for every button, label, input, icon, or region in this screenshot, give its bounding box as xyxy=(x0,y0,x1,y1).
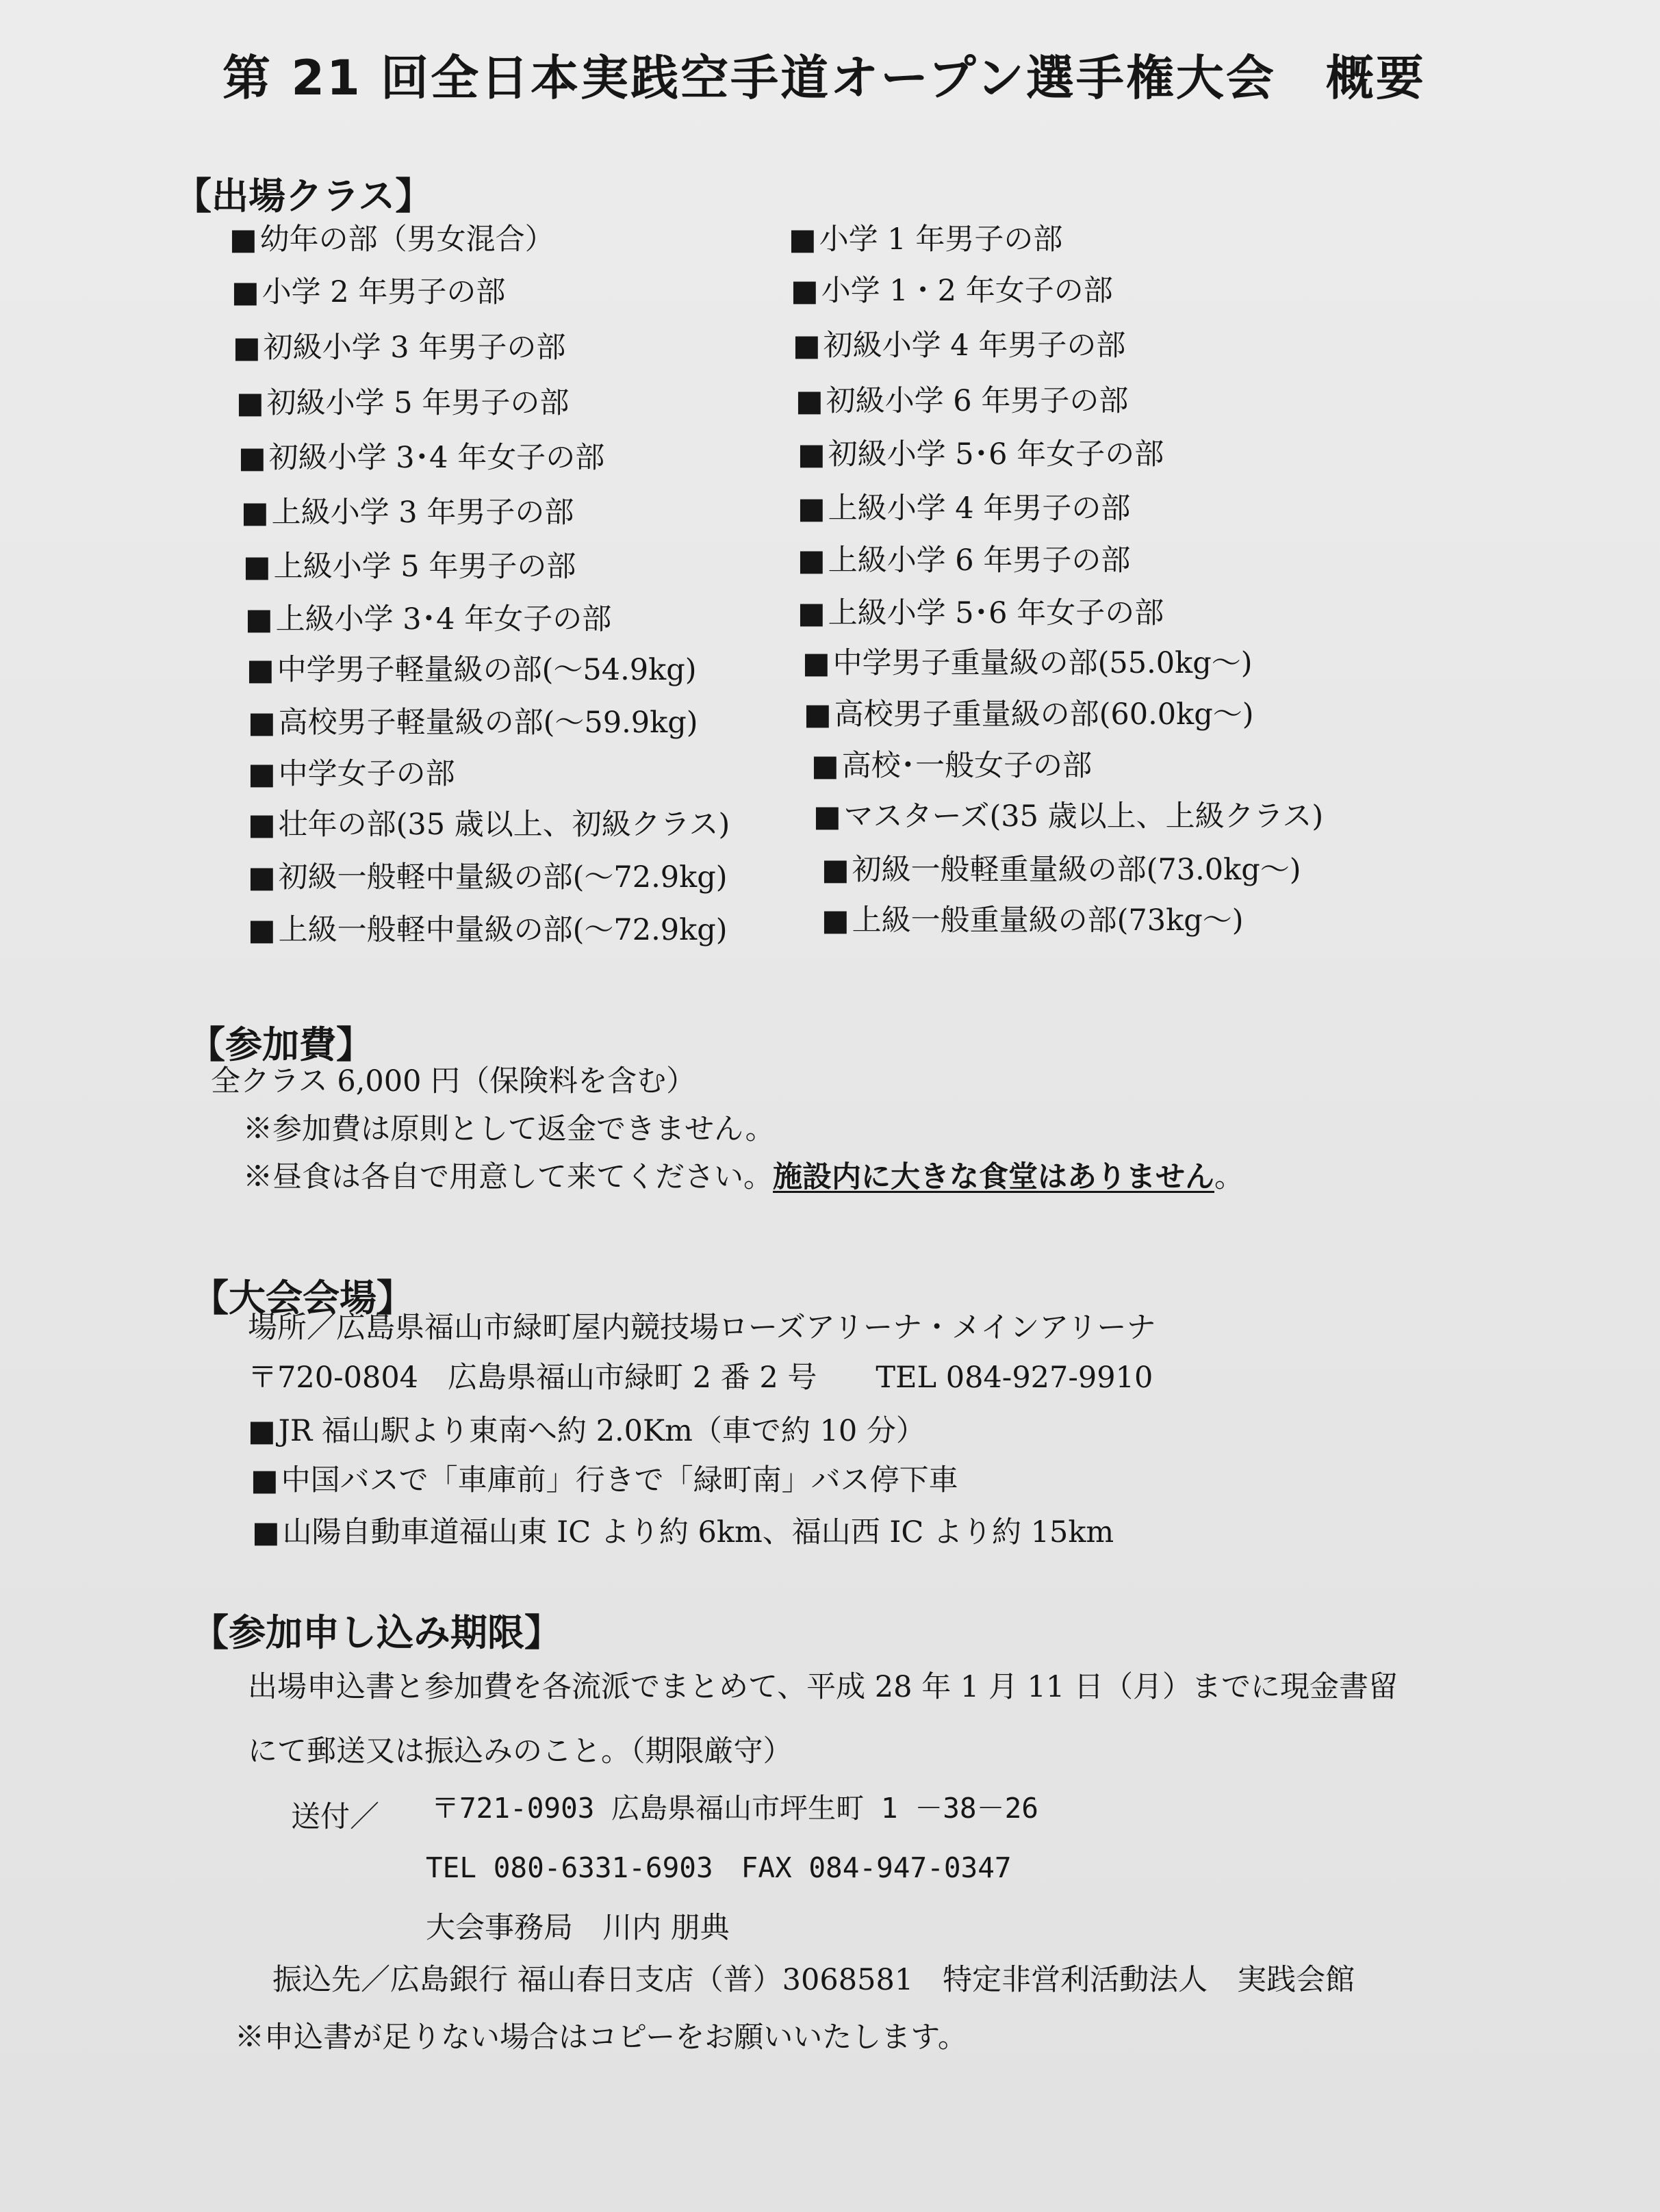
class-item-right-7 xyxy=(797,545,1130,577)
class-item-left-12 xyxy=(248,809,730,841)
bullet-square: ■ xyxy=(231,275,259,309)
document-title: 第 21 回全日本実践空手道オープン選手権大会 概要 xyxy=(222,50,1426,106)
class-item-right-3 xyxy=(793,330,1125,362)
class-item-label: 上級小学 5･6 年女子の部 xyxy=(828,596,1164,630)
fee-note-refund: ※参加費は原則として返金できません。 xyxy=(243,1112,775,1146)
class-item-label: 小学 1 年男子の部 xyxy=(819,222,1063,257)
bullet-square: ■ xyxy=(821,903,850,938)
deadline-text-line1: 出場申込書と参加費を各流派でまとめて、平成 28 年 1 月 11 日（月）までに現金書留 xyxy=(248,1670,1398,1704)
bullet-square: ■ xyxy=(797,491,826,526)
bullet-square: ■ xyxy=(791,274,819,308)
class-item-right-4 xyxy=(795,385,1128,417)
class-item-left-1 xyxy=(229,224,554,256)
bullet-square: ■ xyxy=(813,799,841,834)
bullet-square: ■ xyxy=(789,222,817,257)
bullet-square: ■ xyxy=(795,384,823,418)
class-item-label: 高校男子重量級の部(60.0kg～) xyxy=(834,697,1254,732)
bullet-square: ■ xyxy=(251,1463,279,1497)
bullet-square: ■ xyxy=(821,853,850,887)
class-item-label: 中学男子軽量級の部(～54.9kg) xyxy=(277,653,697,687)
application-note: ※申込書が足りない場合はコピーをお願いいたします。 xyxy=(235,2020,967,2055)
class-item-label: 初級小学 6 年男子の部 xyxy=(826,384,1129,418)
class-item-label: 初級小学 3 年男子の部 xyxy=(263,331,566,365)
bullet-square: ■ xyxy=(238,441,266,475)
venue-access-bus-text: 中国バスで「車庫前」行きで「緑町南」バス停下車 xyxy=(281,1463,958,1497)
class-item-left-9 xyxy=(246,654,697,686)
class-item-left-8 xyxy=(245,604,611,636)
class-item-label: 中学男子重量級の部(55.0kg～) xyxy=(832,646,1253,680)
class-item-right-11 xyxy=(811,750,1092,782)
class-item-right-14 xyxy=(821,905,1244,937)
bullet-square: ■ xyxy=(252,1515,280,1549)
send-address: 〒721-0903 広島県福山市坪生町 1 －38－26 xyxy=(431,1792,1038,1825)
class-item-label: 壮年の部(35 歳以上、初級クラス) xyxy=(278,808,730,842)
bullet-square: ■ xyxy=(804,697,832,732)
fee-amount: 全クラス 6,000 円（保険料を含む） xyxy=(211,1064,696,1098)
bullet-square: ■ xyxy=(797,596,826,630)
bullet-square: ■ xyxy=(245,602,273,636)
class-item-left-5 xyxy=(238,442,604,474)
bullet-square: ■ xyxy=(248,757,276,791)
class-item-label: 上級小学 5 年男子の部 xyxy=(273,550,576,584)
bullet-square: ■ xyxy=(248,706,276,740)
bullet-square: ■ xyxy=(243,550,271,584)
class-item-label: 上級小学 6 年男子の部 xyxy=(828,543,1131,578)
class-item-label: 初級小学 5･6 年女子の部 xyxy=(828,437,1164,472)
bullet-square: ■ xyxy=(793,329,821,363)
venue-place: 場所／広島県福山市緑町屋内競技場ローズアリーナ・メインアリーナ xyxy=(248,1311,1156,1345)
class-item-right-1 xyxy=(789,224,1062,256)
deadline-text-line2: にて郵送又は振込みのこと。（期限厳守） xyxy=(248,1734,793,1769)
class-item-left-2 xyxy=(231,276,505,309)
class-item-right-12 xyxy=(813,801,1323,833)
classes-heading: 【出場クラス】 xyxy=(175,175,433,218)
fee-heading: 【参加費】 xyxy=(188,1023,373,1066)
class-item-right-9 xyxy=(802,647,1253,680)
venue-access-car-text: 山陽自動車道福山東 IC より約 6km、福山西 IC より約 15km xyxy=(282,1515,1114,1549)
class-item-label: マスターズ(35 歳以上、上級クラス) xyxy=(843,799,1324,834)
bullet-square: ■ xyxy=(811,749,839,783)
class-item-label: 上級小学 3 年男子の部 xyxy=(271,496,574,530)
class-item-left-6 xyxy=(241,497,574,529)
class-item-label: 初級小学 3･4 年女子の部 xyxy=(268,441,605,475)
class-item-label: 中学女子の部 xyxy=(278,757,455,791)
venue-access-train-text: JR 福山駅より東南へ約 2.0Km（車で約 10 分） xyxy=(278,1414,925,1448)
class-item-left-14 xyxy=(248,914,728,947)
class-item-right-13 xyxy=(821,854,1301,886)
class-item-left-3 xyxy=(233,332,565,364)
bullet-square: ■ xyxy=(246,653,274,687)
bullet-square: ■ xyxy=(797,437,826,472)
class-item-label: 小学 1・2 年女子の部 xyxy=(821,274,1113,308)
bullet-square: ■ xyxy=(248,808,276,842)
deadline-heading: 【参加申し込み期限】 xyxy=(192,1611,561,1654)
fee-note-lunch-text: ※昼食は各自で用意して来てください。 xyxy=(243,1160,773,1194)
class-item-left-7 xyxy=(243,551,576,583)
class-item-label: 高校男子軽量級の部(～59.9kg) xyxy=(278,706,698,740)
class-item-left-13 xyxy=(248,862,728,894)
class-item-label: 幼年の部（男女混合） xyxy=(259,222,554,257)
bullet-square: ■ xyxy=(797,543,826,578)
class-item-label: 初級小学 4 年男子の部 xyxy=(823,329,1126,363)
class-item-label: 上級一般重量級の部(73kg～) xyxy=(852,903,1244,938)
class-item-left-4 xyxy=(236,387,569,420)
fee-note-lunch-end: 。 xyxy=(1214,1160,1244,1194)
bullet-square: ■ xyxy=(236,386,264,420)
class-item-label: 上級一般軽中量級の部(～72.9kg) xyxy=(278,913,728,947)
class-item-right-10 xyxy=(804,699,1254,731)
bullet-square: ■ xyxy=(241,496,269,530)
class-item-label: 初級一般軽重量級の部(73.0kg～) xyxy=(852,853,1301,887)
venue-heading: 【大会会場】 xyxy=(192,1276,413,1320)
venue-access-bus xyxy=(251,1465,958,1497)
venue-access-train xyxy=(248,1415,925,1448)
bullet-square: ■ xyxy=(248,913,276,947)
class-item-right-5 xyxy=(797,439,1164,471)
fee-note-lunch xyxy=(243,1161,1244,1194)
send-label: 送付／ xyxy=(291,1800,379,1834)
bullet-square: ■ xyxy=(248,1414,276,1448)
class-item-label: 初級小学 5 年男子の部 xyxy=(266,386,570,420)
class-item-label: 上級小学 4 年男子の部 xyxy=(828,491,1131,526)
class-item-label: 初級一般軽中量級の部(～72.9kg) xyxy=(278,860,728,895)
class-item-right-6 xyxy=(797,493,1130,525)
class-item-label: 高校･一般女子の部 xyxy=(841,749,1093,783)
send-office: 大会事務局 川内 朋典 xyxy=(426,1911,730,1945)
class-item-left-10 xyxy=(248,707,698,739)
venue-address: 〒720-0804 広島県福山市緑町 2 番 2 号 TEL 084-927-9910 xyxy=(248,1361,1153,1395)
fee-note-emphasis: 施設内に大きな食堂はありません xyxy=(773,1160,1214,1194)
class-item-right-8 xyxy=(797,597,1164,630)
bullet-square: ■ xyxy=(229,222,257,257)
class-item-label: 小学 2 年男子の部 xyxy=(261,275,506,309)
class-item-left-11 xyxy=(248,758,455,790)
bullet-square: ■ xyxy=(233,331,261,365)
class-item-label: 上級小学 3･4 年女子の部 xyxy=(275,602,612,636)
class-item-right-2 xyxy=(791,275,1113,307)
send-contact: TEL 080-6331-6903 FAX 084-947-0347 xyxy=(426,1851,1012,1884)
bullet-square: ■ xyxy=(248,860,276,895)
venue-access-car xyxy=(252,1517,1114,1549)
bullet-square: ■ xyxy=(802,646,830,680)
bank-account: 振込先／広島銀行 福山春日支店（普）3068581 特定非営利活動法人 実践会館 xyxy=(272,1963,1355,1997)
